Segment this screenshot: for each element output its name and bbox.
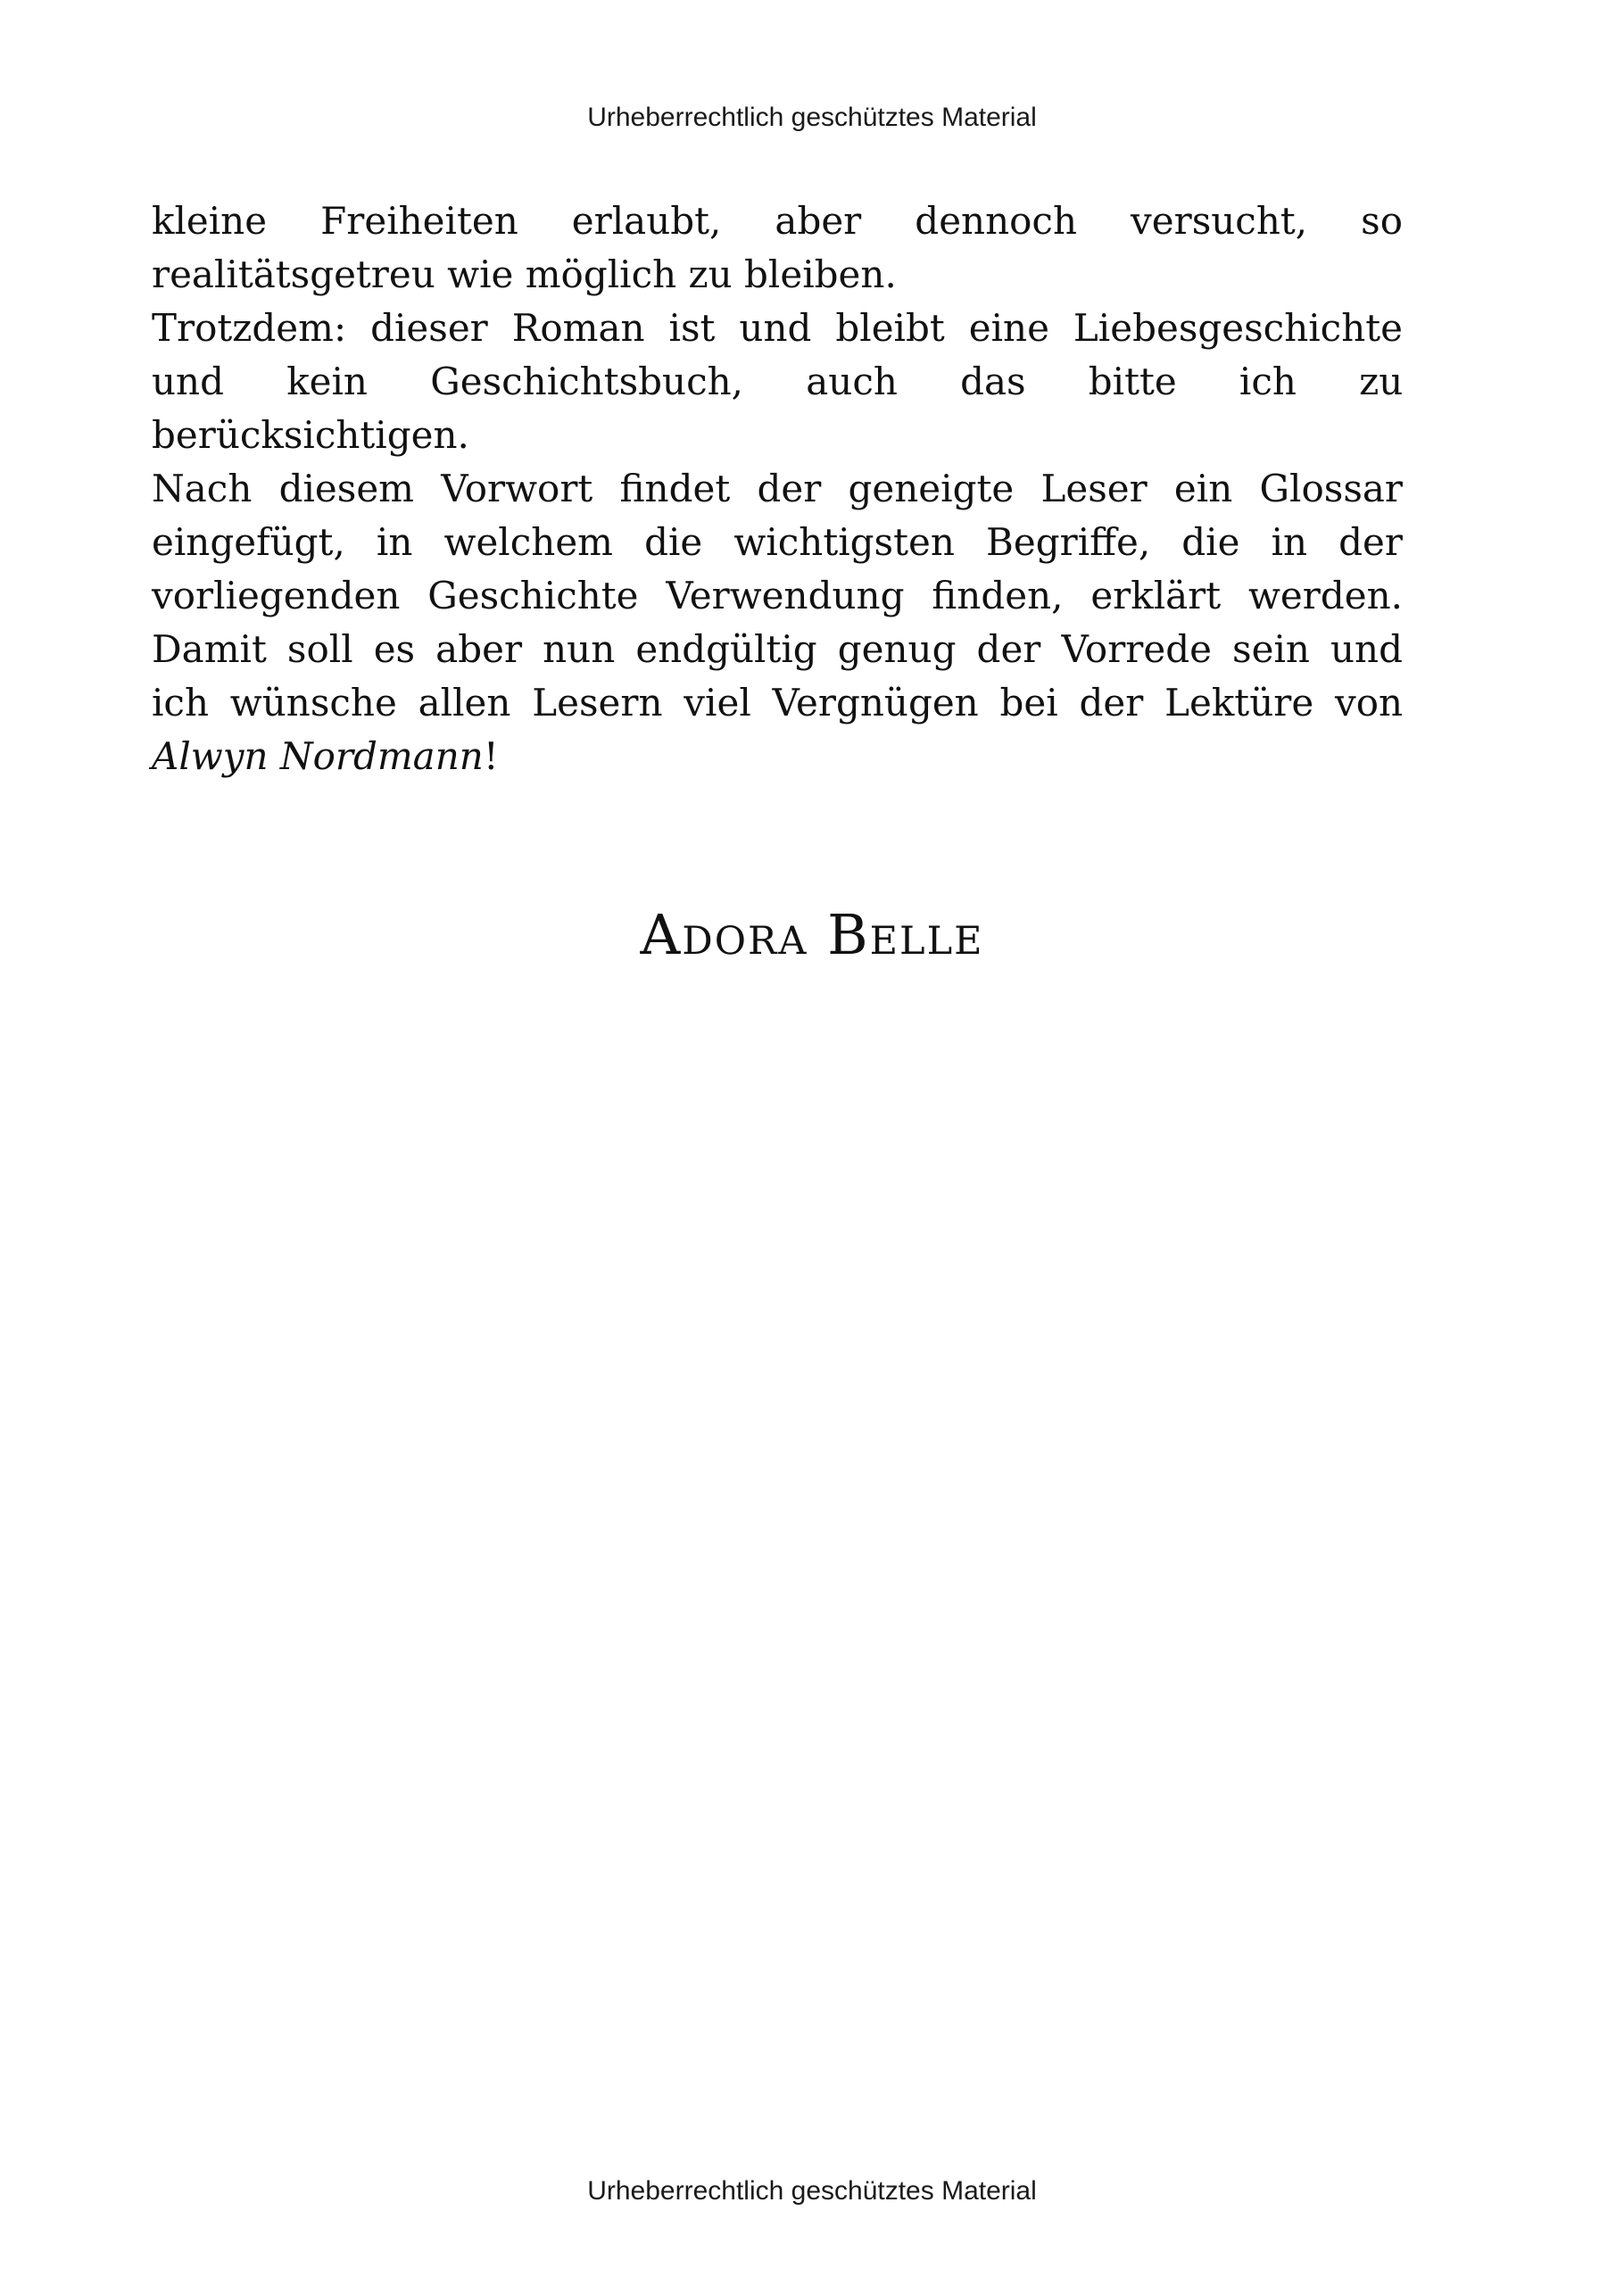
copyright-watermark-top: Urheberrechtlich geschütztes Material — [587, 103, 1037, 132]
text-line: eingefügt, in welchem die wichtigsten Begriffe, die in der — [152, 520, 1403, 564]
text-line: kleine Freiheiten erlaubt, aber dennoch versucht, so — [152, 199, 1403, 243]
end-punctuation: ! — [483, 734, 499, 778]
copyright-watermark-bottom: Urheberrechtlich geschütztes Material — [587, 2176, 1037, 2206]
paragraph-2 — [152, 302, 1403, 462]
text-line — [152, 730, 1403, 783]
text-line: berücksichtigen. — [152, 413, 469, 457]
author-signature: Adora Belle — [640, 902, 984, 967]
paragraph-3 — [152, 462, 1403, 783]
page-body — [152, 195, 1403, 783]
text-line: realitätsgetreu wie möglich zu bleiben. — [152, 253, 897, 296]
book-title: Alwyn Nordmann — [152, 734, 484, 778]
paragraph-1 — [152, 195, 1403, 302]
text-line: ich wünsche allen Lesern viel Vergnügen bei der Lektüre von — [152, 681, 1404, 724]
text-line: Trotzdem: dieser Roman ist und bleibt eine Liebesgeschichte — [152, 306, 1403, 350]
text-line: Nach diesem Vorwort findet der geneigte Leser ein Glossar — [152, 467, 1403, 510]
text-line: und kein Geschichtsbuch, auch das bitte ich zu — [152, 360, 1404, 403]
text-line: vorliegenden Geschichte Verwendung finden, erklärt werden. — [152, 574, 1403, 617]
text-line: Damit soll es aber nun endgültig genug der Vorrede sein und — [152, 627, 1403, 671]
